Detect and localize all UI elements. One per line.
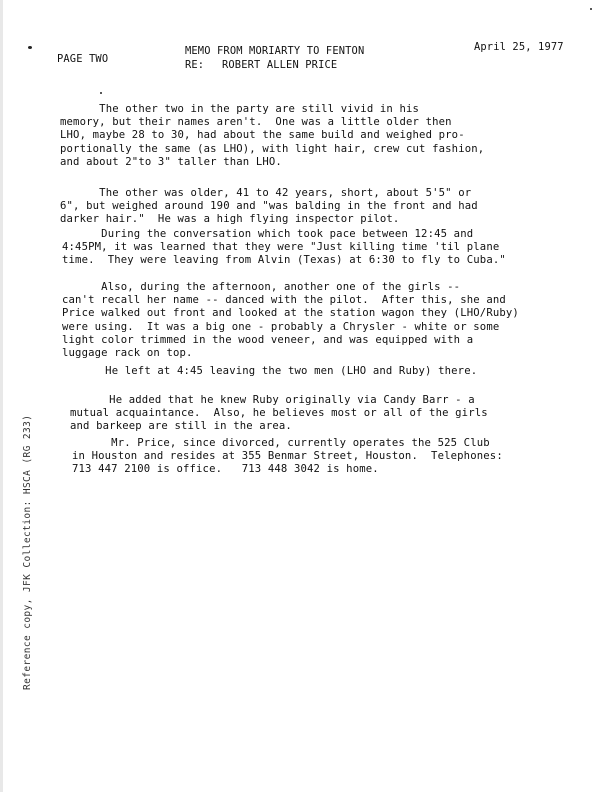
memo-line-text: The other two in the party are still vivid in his	[60, 103, 420, 115]
scan-speck	[100, 92, 102, 94]
memo-line-text: Price walked out front and looked at the station wagon they (LHO/Ruby)	[62, 307, 519, 320]
memo-line-text: He left at 4:45 leaving the two men (LHO and Ruby) there.	[66, 365, 478, 377]
memo-line-text: in Houston and resides at 355 Benmar Street, Houston. Telephones:	[72, 450, 503, 463]
memo-line-text: Also, during the afternoon, another one of the girls --	[62, 281, 461, 293]
memo-line: MEMO FROM MORIARTY TO FENTON	[185, 45, 365, 57]
memo-line-text: 4:45PM, it was learned that they were "Just killing time 'til plane	[62, 241, 500, 254]
memo-line-text: He added that he knew Ruby originally via Candy Barr - a	[70, 394, 475, 406]
re-subject: ROBERT ALLEN PRICE	[222, 59, 338, 71]
memo-line-text: During the conversation which took pace between 12:45 and	[62, 228, 474, 240]
memo-line-text: darker hair." He was a high flying inspector pilot.	[60, 213, 400, 226]
memo-line-text: luggage rack on top.	[62, 347, 193, 359]
memo-line-text: and about 2"to 3" taller than LHO.	[60, 155, 282, 168]
memo-line-text: time. They were leaving from Alvin (Texas) at 6:30 to fly to Cuba."	[62, 254, 506, 267]
memo-date: April 25, 1977	[474, 41, 564, 53]
memo-line-text: light color trimmed in the wood veneer, and was equipped with a	[62, 333, 474, 346]
memo-line-text: 6", but weighed around 190 and "was balding in the front and had	[60, 200, 478, 213]
margin-stamp: Reference copy, JFK Collection: HSCA (RG 233)	[22, 414, 33, 690]
memo-line-text: Mr. Price, since divorced, currently operates the 525 Club	[72, 437, 490, 449]
memo-line-text: can't recall her name -- danced with the pilot. After this, she and	[62, 294, 506, 307]
scan-edge	[0, 0, 3, 792]
memo-line-text: The other was older, 41 to 42 years, short, about 5'5" or	[60, 187, 472, 199]
memo-line-text: LHO, maybe 28 to 30, had about the same build and weighed pro-	[60, 129, 465, 142]
scan-speck	[28, 46, 32, 49]
memo-line-text: memory, but their names aren't. One was a little older then	[60, 116, 452, 129]
memo-line-text: were using. It was a big one - probably a Chrysler - white or some	[62, 320, 500, 333]
memo-line-text: and barkeep are still in the area.	[70, 420, 292, 433]
scan-speck	[590, 8, 592, 10]
page-label: PAGE TWO	[57, 53, 109, 65]
memo-line-text: portionally the same (as LHO), with light hair, crew cut fashion,	[60, 142, 485, 155]
memo-line-text: mutual acquaintance. Also, he believes most or all of the girls	[70, 407, 488, 420]
memo-line-text: 713 447 2100 is office. 713 448 3042 is home.	[72, 463, 379, 476]
re-label: RE:	[185, 59, 205, 71]
